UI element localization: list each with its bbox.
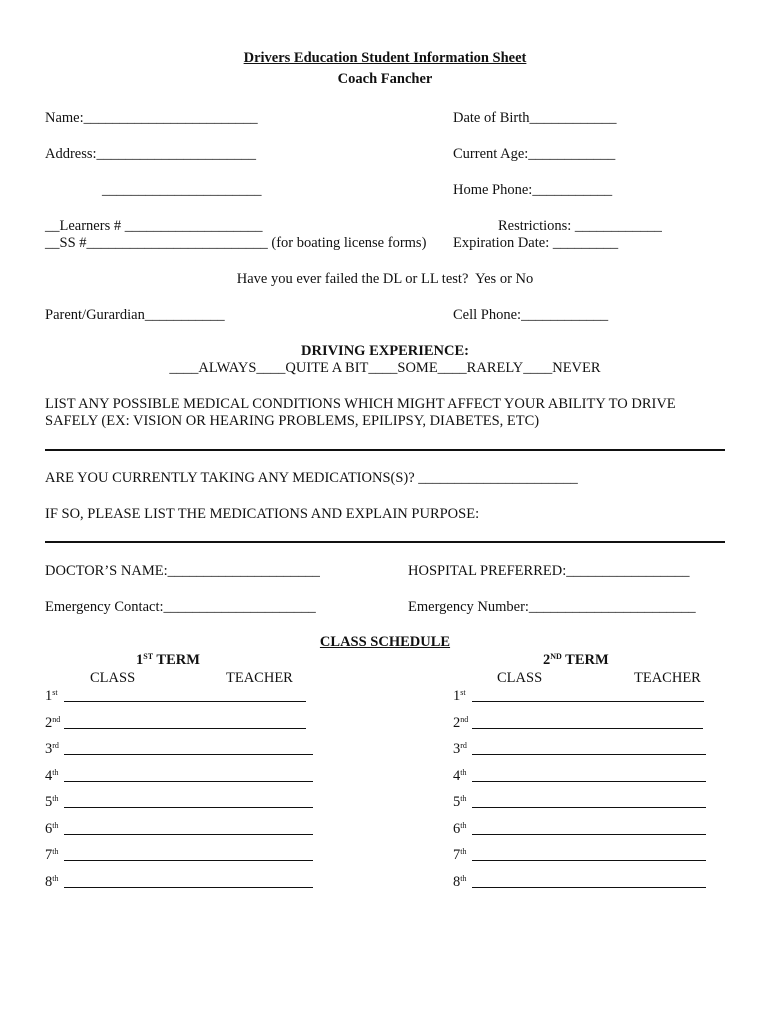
term-1-class-column-header: CLASS (90, 670, 136, 686)
period-number: 3 (45, 741, 53, 757)
parent-guardian-field[interactable]: Parent/Gurardian___________ (45, 307, 225, 323)
period-suffix: nd (52, 715, 61, 724)
period-suffix: st (460, 688, 466, 697)
medical-conditions-prompt-line1: LIST ANY POSSIBLE MEDICAL CONDITIONS WHICH MIGHT AFFECT YOUR ABILITY TO DRIVE (45, 396, 676, 412)
learners-number-field[interactable]: __Learners # ___________________ (45, 218, 263, 234)
class-schedule-heading: CLASS SCHEDULE (319, 634, 451, 650)
term-1-period-5-label (45, 793, 58, 811)
period-suffix: rd (460, 741, 467, 750)
period-suffix: th (460, 821, 467, 830)
term-2-number: 2 (543, 652, 551, 668)
term-1-period-7-label (45, 846, 58, 864)
period-number: 6 (45, 821, 53, 837)
period-number: 8 (45, 874, 53, 890)
term-1-period-1-entry-line[interactable] (64, 701, 306, 702)
term-1-period-6-label (45, 820, 58, 838)
emergency-contact-field[interactable]: Emergency Contact:_____________________ (45, 599, 316, 615)
ss-number-field[interactable]: __SS #_________________________ (for boating license forms) (45, 235, 427, 251)
term-2-teacher-column-header: TEACHER (634, 670, 701, 686)
period-number: 2 (45, 715, 53, 731)
restrictions-field[interactable]: Restrictions: ____________ (498, 218, 662, 234)
term-2-period-4-label (453, 767, 466, 785)
term-1-period-8-label (45, 873, 58, 891)
term-1-suffix: ST (143, 652, 154, 661)
period-suffix: th (460, 874, 467, 883)
term-1-period-4-label (45, 767, 58, 785)
hospital-preferred-field[interactable]: HOSPITAL PREFERRED:_________________ (408, 563, 690, 579)
expiration-date-field[interactable]: Expiration Date: _________ (453, 235, 619, 251)
cell-phone-field[interactable]: Cell Phone:____________ (453, 307, 609, 323)
period-suffix: th (52, 847, 59, 856)
term-2-suffix: ND (550, 652, 562, 661)
term-1-heading (136, 651, 200, 669)
medical-conditions-prompt-line2: SAFELY (EX: VISION OR HEARING PROBLEMS, EPILIPSY, DIABETES, ETC) (45, 413, 540, 429)
emergency-number-field[interactable]: Emergency Number:_______________________ (408, 599, 696, 615)
term-1-period-3-label (45, 740, 59, 758)
term-2-period-8-entry-line[interactable] (472, 887, 706, 888)
period-suffix: th (460, 794, 467, 803)
term-2-period-7-entry-line[interactable] (472, 860, 706, 861)
period-suffix: th (52, 874, 59, 883)
failed-test-question: Have you ever failed the DL or LL test? Yes or No (236, 271, 534, 287)
name-field[interactable]: Name:________________________ (45, 110, 258, 126)
term-1-teacher-column-header: TEACHER (226, 670, 293, 686)
term-1-period-5-entry-line[interactable] (64, 807, 313, 808)
period-number: 5 (453, 794, 461, 810)
term-1-period-2-label (45, 714, 60, 732)
period-suffix: rd (52, 741, 59, 750)
period-number: 4 (45, 768, 53, 784)
period-number: 4 (453, 768, 461, 784)
term-1-number: 1 (136, 652, 144, 668)
date-of-birth-field[interactable]: Date of Birth____________ (453, 110, 617, 126)
period-number: 7 (45, 847, 53, 863)
term-2-period-3-entry-line[interactable] (472, 754, 706, 755)
term-1-period-6-entry-line[interactable] (64, 834, 313, 835)
medications-answer-line[interactable] (45, 541, 725, 543)
driving-experience-options[interactable]: ____ALWAYS____QUITE A BIT____SOME____RARELY____NEVER (169, 360, 601, 376)
term-2-period-1-entry-line[interactable] (472, 701, 704, 702)
medications-list-prompt: IF SO, PLEASE LIST THE MEDICATIONS AND EXPLAIN PURPOSE: (45, 506, 480, 522)
term-1-period-8-entry-line[interactable] (64, 887, 313, 888)
term-2-period-4-entry-line[interactable] (472, 781, 706, 782)
term-2-period-1-label (453, 687, 466, 705)
document-title: Drivers Education Student Information Sheet (243, 50, 527, 66)
term-1-label: TERM (153, 652, 200, 668)
period-suffix: th (460, 768, 467, 777)
term-2-period-8-label (453, 873, 466, 891)
term-2-class-column-header: CLASS (497, 670, 543, 686)
driving-experience-heading: DRIVING EXPERIENCE: (301, 343, 469, 359)
term-1-period-1-label (45, 687, 58, 705)
term-1-period-3-entry-line[interactable] (64, 754, 313, 755)
document-subtitle: Coach Fancher (337, 71, 433, 87)
term-2-period-2-entry-line[interactable] (472, 728, 703, 729)
term-2-period-7-label (453, 846, 466, 864)
period-suffix: th (52, 768, 59, 777)
period-suffix: st (52, 688, 58, 697)
term-1-period-4-entry-line[interactable] (64, 781, 313, 782)
term-2-label: TERM (561, 652, 609, 668)
period-suffix: th (52, 821, 59, 830)
term-2-period-2-label (453, 714, 468, 732)
doctor-name-field[interactable]: DOCTOR’S NAME:_____________________ (45, 563, 320, 579)
period-number: 5 (45, 794, 53, 810)
medications-question[interactable]: ARE YOU CURRENTLY TAKING ANY MEDICATIONS(S)? ______________________ (45, 470, 578, 486)
current-age-field[interactable]: Current Age:____________ (453, 146, 616, 162)
period-number: 1 (45, 688, 53, 704)
period-number: 8 (453, 874, 461, 890)
term-2-period-3-label (453, 740, 467, 758)
term-2-period-6-entry-line[interactable] (472, 834, 706, 835)
term-1-period-2-entry-line[interactable] (64, 728, 306, 729)
address-field[interactable]: Address:______________________ (45, 146, 257, 162)
period-number: 7 (453, 847, 461, 863)
term-2-period-5-label (453, 793, 466, 811)
period-suffix: th (460, 847, 467, 856)
period-number: 6 (453, 821, 461, 837)
address-line-2-field[interactable]: ______________________ (102, 182, 262, 198)
term-2-heading (543, 651, 609, 669)
period-number: 3 (453, 741, 461, 757)
period-suffix: th (52, 794, 59, 803)
term-2-period-5-entry-line[interactable] (472, 807, 706, 808)
term-2-period-6-label (453, 820, 466, 838)
term-1-period-7-entry-line[interactable] (64, 860, 313, 861)
period-number: 1 (453, 688, 461, 704)
period-number: 2 (453, 715, 461, 731)
home-phone-field[interactable]: Home Phone:___________ (453, 182, 613, 198)
period-suffix: nd (460, 715, 469, 724)
medical-conditions-answer-line[interactable] (45, 449, 725, 451)
